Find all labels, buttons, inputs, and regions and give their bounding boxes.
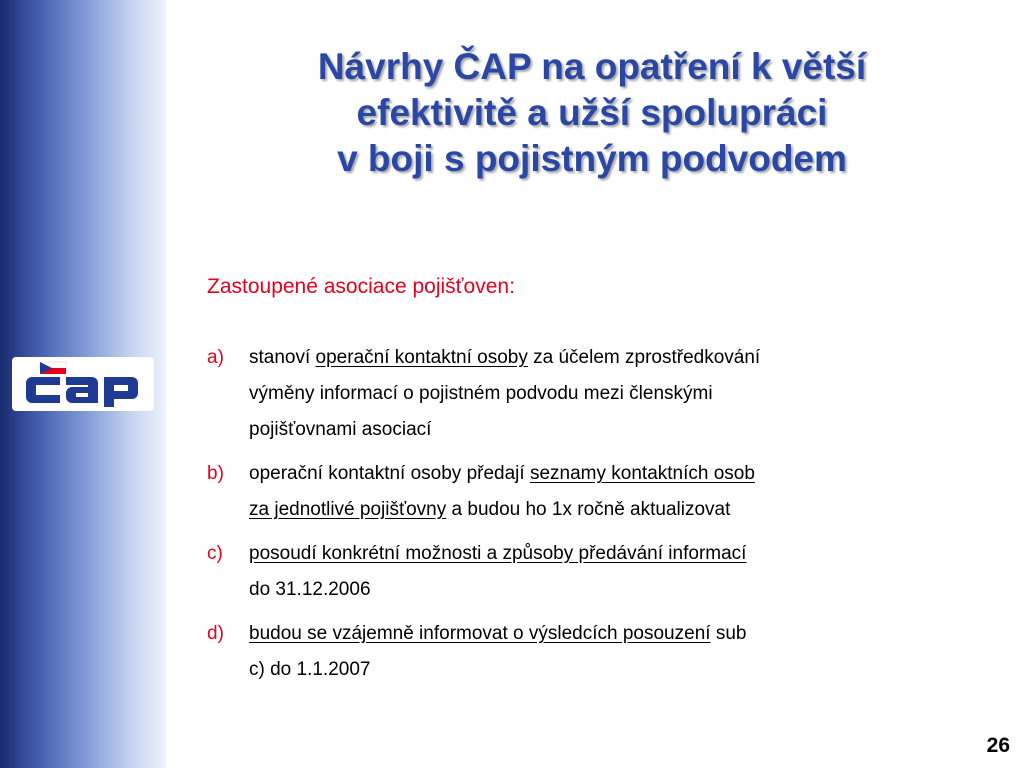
- item-line: [249, 616, 1007, 652]
- item-line: [249, 492, 1007, 528]
- list-marker: c): [207, 543, 223, 564]
- item-underlined-text: posoudí konkrétní možnosti a způsoby předávání informací: [249, 543, 747, 564]
- title-line-1: Návrhy ČAP na opatření k větší: [317, 46, 867, 87]
- list-item-b: [207, 456, 1007, 528]
- list-item-c: [207, 536, 1007, 608]
- item-underlined-text: operační kontaktní osoby: [315, 347, 528, 368]
- item-text: operační kontaktní osoby předají: [249, 463, 530, 484]
- list-marker: b): [207, 463, 224, 484]
- title-line-3: v boji s pojistným podvodem: [337, 138, 847, 179]
- cap-logo-icon: [12, 357, 154, 411]
- item-underlined-text: budou se vzájemně informovat o výsledcích posouzení: [249, 623, 711, 644]
- item-underlined-text: za jednotlivé pojišťovny: [249, 499, 447, 520]
- proposal-list: [207, 340, 1007, 696]
- item-line: [249, 456, 1007, 492]
- list-marker: d): [207, 623, 224, 644]
- title-line-2: efektivitě a užší spolupráci: [356, 92, 828, 133]
- item-underlined-text: seznamy kontaktních osob: [529, 463, 755, 484]
- item-line: pojišťovnami asociací: [249, 419, 432, 440]
- slide-subtitle: Zastoupené asociace pojišťoven:: [207, 275, 515, 298]
- list-marker: a): [207, 347, 224, 368]
- item-line: do 31.12.2006: [249, 579, 371, 600]
- list-item-d: [207, 616, 1007, 688]
- item-line: [249, 340, 1007, 376]
- sidebar-gradient: [0, 0, 166, 768]
- slide-title: [196, 44, 988, 182]
- item-text: a budou ho 1x ročně aktualizovat: [446, 499, 731, 520]
- item-line: c) do 1.1.2007: [249, 659, 371, 680]
- item-line: [249, 536, 1007, 572]
- list-item-a: [207, 340, 1007, 448]
- item-text: stanoví: [249, 347, 316, 368]
- item-text: za účelem zprostředkování: [527, 347, 761, 368]
- item-line: výměny informací o pojistném podvodu mezi členskými: [249, 383, 713, 404]
- page-number: 26: [986, 734, 1010, 757]
- item-text: sub: [710, 623, 747, 644]
- cap-logo: [12, 357, 154, 411]
